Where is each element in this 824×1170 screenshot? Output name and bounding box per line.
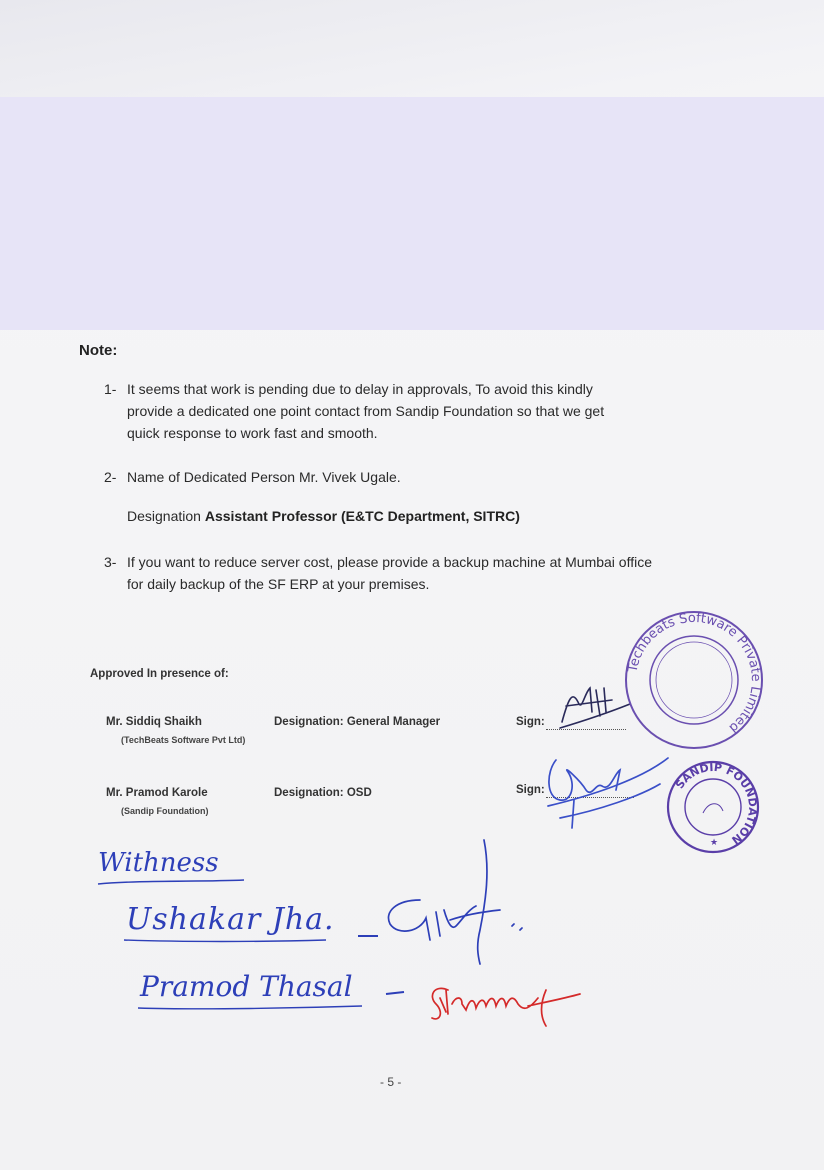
note-item-line: If you want to reduce server cost, please provide a backup machine at Mumbai office (127, 554, 653, 570)
witness-name: Pramod Thasal (140, 970, 353, 1003)
signature-pramod (548, 758, 668, 828)
note-title: Note: (79, 342, 118, 359)
sign-label: Sign: (516, 784, 545, 796)
designation-value: Assistant Professor (E&TC Department, SITRC) (204, 508, 520, 524)
stamp-sandip-text: SANDIP FOUNDATION (673, 760, 760, 847)
approver-designation: Designation: OSD (274, 787, 372, 799)
page-number: - 5 - (380, 1075, 402, 1089)
witness-underline (124, 940, 326, 942)
note-item-number: 3- (104, 554, 117, 570)
stamp-techbeats (625, 611, 763, 748)
approval-heading: Approved In presence of: (90, 668, 229, 680)
approver-designation: Designation: General Manager (274, 716, 441, 728)
designation-prefix: Designation (127, 508, 201, 524)
note-item-number: 2- (104, 469, 117, 485)
note-item-line: quick response to work fast and smooth. (127, 425, 378, 441)
witness-underline (138, 1006, 362, 1009)
stamp-sandip (668, 761, 759, 852)
approver-org: (TechBeats Software Pvt Ltd) (121, 735, 246, 745)
note-item-line: provide a dedicated one point contact from Sandip Foundation so that we get (127, 403, 605, 419)
witness-underline (98, 880, 244, 884)
svg-text:★: ★ (710, 837, 719, 847)
sign-label: Sign: (516, 716, 545, 728)
approver-name: Mr. Siddiq Shaikh (106, 716, 202, 728)
signature-pramod-thasal (432, 988, 580, 1026)
note-item-number: 1- (104, 381, 117, 397)
witness-name: Ushakar Jha. (126, 902, 335, 937)
note-item-line: for daily backup of the SF ERP at your premises. (127, 576, 430, 592)
approver-name: Mr. Pramod Karole (106, 787, 208, 799)
note-item-line: Name of Dedicated Person Mr. Vivek Ugale. (127, 469, 401, 485)
signature-siddiq (560, 688, 630, 728)
note-item-line: It seems that work is pending due to delay in approvals, To avoid this kindly (127, 381, 593, 397)
signature-ushakar (388, 840, 522, 964)
witness-heading: Withness (98, 848, 219, 878)
stamp-techbeats-text: Techbeats Software Private Limited (625, 610, 764, 736)
approver-org: (Sandip Foundation) (121, 806, 209, 816)
dash (386, 992, 404, 994)
